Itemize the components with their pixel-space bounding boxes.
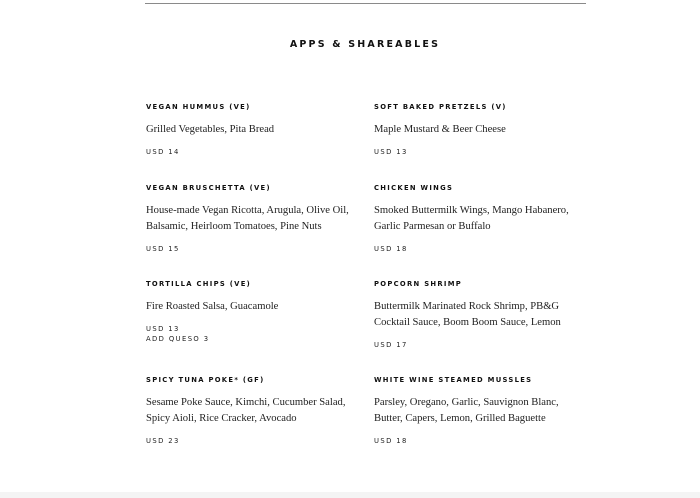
item-price: USD 18 [374, 245, 408, 253]
item-description-line: House-made Vegan Ricotta, Arugula, Olive Oil, [146, 205, 349, 216]
menu-item-popcorn-shrimp [374, 279, 589, 350]
item-name: SOFT BAKED PRETZELS (V) [374, 103, 507, 111]
item-description-line: Fire Roasted Salsa, Guacamole [146, 301, 279, 312]
menu-item-tortilla-chips [146, 279, 361, 344]
menu-item-soft-baked-pretzels [374, 102, 589, 157]
item-price: USD 17 [374, 341, 408, 349]
item-description [146, 203, 361, 235]
item-name: VEGAN HUMMUS (VE) [146, 103, 251, 111]
item-description [374, 299, 589, 331]
item-name: WHITE WINE STEAMED MUSSLES [374, 376, 533, 384]
item-description-line: Maple Mustard & Beer Cheese [374, 124, 506, 135]
item-description-line: Smoked Buttermilk Wings, Mango Habanero, [374, 205, 569, 216]
item-price: USD 18 [374, 437, 408, 445]
menu-item-white-wine-steamed-mussles [374, 375, 589, 446]
item-price: USD 15 [146, 245, 180, 253]
item-name: CHICKEN WINGS [374, 184, 454, 192]
item-price: USD 13 [374, 148, 408, 156]
item-name: TORTILLA CHIPS (VE) [146, 280, 252, 288]
item-description-line: Buttermilk Marinated Rock Shrimp, PB&G [374, 301, 560, 312]
item-description [146, 299, 361, 315]
menu-item-vegan-bruschetta [146, 183, 361, 254]
item-price: USD 23 [146, 437, 180, 445]
item-description-line: Balsamic, Heirloom Tomatoes, Pine Nuts [146, 221, 322, 232]
item-name: VEGAN BRUSCHETTA (VE) [146, 184, 271, 192]
item-description [146, 395, 361, 427]
bottom-shade [0, 492, 700, 498]
item-description-line: Spicy Aioli, Rice Cracker, Avocado [146, 413, 297, 424]
menu-item-vegan-hummus [146, 102, 361, 157]
item-price: USD 13 [146, 325, 180, 333]
item-name: SPICY TUNA POKE* (GF) [146, 376, 265, 384]
item-description-line: Garlic Parmesan or Buffalo [374, 221, 491, 232]
item-description-line: Parsley, Oregano, Garlic, Sauvignon Blanc, [374, 397, 559, 408]
item-name: POPCORN SHRIMP [374, 280, 463, 288]
item-addon: ADD QUESO 3 [146, 335, 210, 343]
item-price: USD 14 [146, 148, 180, 156]
item-description [146, 122, 361, 138]
item-description [374, 122, 589, 138]
section-title: APPS & SHAREABLES [289, 39, 441, 50]
item-description [374, 395, 589, 427]
item-description-line: Sesame Poke Sauce, Kimchi, Cucumber Salad, [146, 397, 346, 408]
menu-item-spicy-tuna-poke [146, 375, 361, 446]
item-description-line: Grilled Vegetables, Pita Bread [146, 124, 275, 135]
top-divider [145, 3, 586, 4]
item-description-line: Cocktail Sauce, Boom Boom Sauce, Lemon [374, 317, 561, 328]
menu-item-chicken-wings [374, 183, 589, 254]
item-description-line: Butter, Capers, Lemon, Grilled Baguette [374, 413, 546, 424]
item-description [374, 203, 589, 235]
